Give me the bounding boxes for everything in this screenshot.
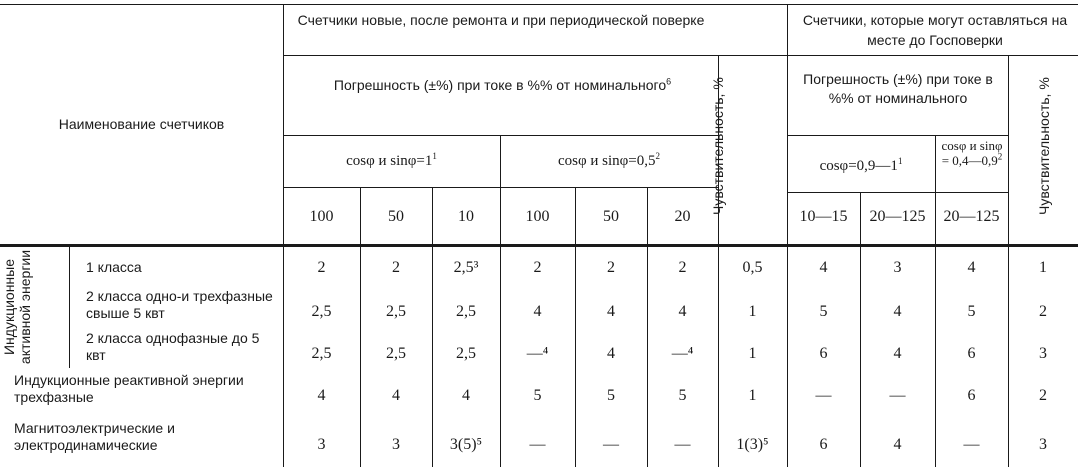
table-cell: —⁴ [671,345,694,362]
table-cell: — [963,436,980,453]
row-name: Магнитоэлектрические и электродинамические [14,420,175,453]
footnote-mark: 2 [997,151,1003,162]
sensitivity-header-new: Чувствительность, % [710,77,726,215]
table-cell: 2,5 [456,345,476,362]
row-name: 2 класса одно-и трехфазные свыше 5 квт [86,288,273,321]
row-name: 2 класса однофазные до 5 квт [86,330,260,363]
table-cell: 6 [967,387,976,404]
current-header: 100 [525,208,550,225]
table-cell: — [603,436,619,453]
table-cell: 2 [392,259,400,276]
table-cell: 2 [1039,303,1047,320]
table-cell: 2,5³ [453,259,479,276]
footnote-mark: 1 [897,156,903,166]
error-header-old: Погрешность (±%) при токе в %% от номинального [803,71,993,106]
header-bottom-rule [0,244,1078,247]
row-name: Индукционные реактивной энергии трехфазные [14,372,244,405]
table-cell: 4 [678,303,687,320]
current-header: 50 [388,208,404,225]
cos-sin-04-header [940,138,1004,168]
table-cell: 5 [967,303,976,320]
cos-09-1-header [787,158,935,175]
table-cell: 3 [893,259,902,276]
divider [787,192,1008,193]
table-cell: 4 [607,303,615,320]
table-cell: 1 [748,303,757,320]
table-cell: 2,5 [386,345,406,362]
table-cell: 4 [392,387,400,404]
table-cell: 3 [392,436,400,453]
current-header: 20—125 [943,208,1000,225]
table-cell: 4 [893,436,902,453]
table-cell: 4 [317,387,326,404]
table-cell: 2,5 [311,345,332,362]
table-cell: 6 [819,436,828,453]
table-cell: 5 [607,387,615,404]
table-cell: 0,5 [742,259,763,276]
cos-09-1-text: cosφ=0,9—1 [819,158,898,174]
table-cell: —⁴ [526,345,549,362]
top-rule [0,4,1078,5]
table-cell: 5 [819,303,828,320]
divider [283,187,718,188]
cos-sin-05-text: cosφ и sinφ=0,5 [557,153,656,169]
divider [283,55,1078,56]
table-cell: — [529,436,546,453]
row-name: 1 класса [86,259,142,275]
current-header: 100 [309,208,334,225]
table-cell: 2 [1039,387,1047,404]
table-cell: 2,5 [311,303,332,320]
divider [860,192,861,467]
cos-sin-1-text: cosφ и sinφ=1 [346,153,433,169]
table-cell: — [815,387,832,404]
table-cell: 3 [1039,436,1047,453]
sensitivity-header-old: Чувствительность, % [1036,77,1052,215]
group-header-old: Счетчики, которые могут оставляться на месте до Госповерки [802,12,1068,48]
table-cell: 4 [893,345,902,362]
footnote-mark: 6 [666,76,672,87]
current-header: 50 [603,208,619,225]
current-header: 20 [674,208,691,225]
divider [787,135,1008,136]
table-cell: 4 [819,259,828,276]
table-cell: 4 [607,345,615,362]
divider [500,135,501,467]
table-cell: 6 [967,345,976,362]
error-header-new-text: Погрешность (±%) при токе в %% от номинального [333,77,667,93]
table-cell: 1(3)⁵ [736,436,769,453]
table-cell: 3(5)⁵ [449,436,483,453]
current-header: 10 [458,208,474,225]
table-cell: 1 [748,387,757,404]
footnote-mark: 2 [655,151,661,161]
table-cell: 2 [317,259,326,276]
current-header: 10—15 [799,208,848,225]
current-header: 20—125 [869,208,926,225]
table-cell: 4 [462,387,470,404]
divider [647,187,648,467]
table-cell: 2 [678,259,687,276]
name-column-header: Наименование счетчиков [58,116,225,132]
table-cell: 4 [893,303,902,320]
table-cell: 1 [748,345,757,362]
table-cell: 4 [533,303,542,320]
table-cell: 2,5 [386,303,406,320]
cos-sin-1-header [283,153,500,170]
induction-active-group-label: Индукционные активной энергии [1,249,33,365]
table-cell: 3 [317,436,326,453]
group-header-new: Счетчики новые, после ремонта и при периодической поверке [297,12,705,28]
divider [935,135,936,467]
table-cell: 6 [819,345,828,362]
table-cell: 2 [533,259,542,276]
table-cell: — [674,436,691,453]
cos-sin-04-text: cosφ и sinφ = 0,4—0,9 [941,138,1003,168]
table-cell: 4 [967,259,976,276]
table-cell: 2,5 [456,303,476,320]
table-cell: 3 [1039,345,1047,362]
cos-sin-05-header [500,153,718,170]
table-cell: 1 [1039,259,1047,276]
error-header-new [295,76,710,95]
footnote-mark: 1 [432,151,437,161]
table-cell: 5 [533,387,542,404]
divider [432,187,433,467]
divider [360,187,361,467]
table-cell: 5 [678,387,687,404]
divider [69,246,70,368]
table-cell: 2 [607,259,615,276]
divider [575,187,576,467]
table-cell: — [889,387,906,404]
